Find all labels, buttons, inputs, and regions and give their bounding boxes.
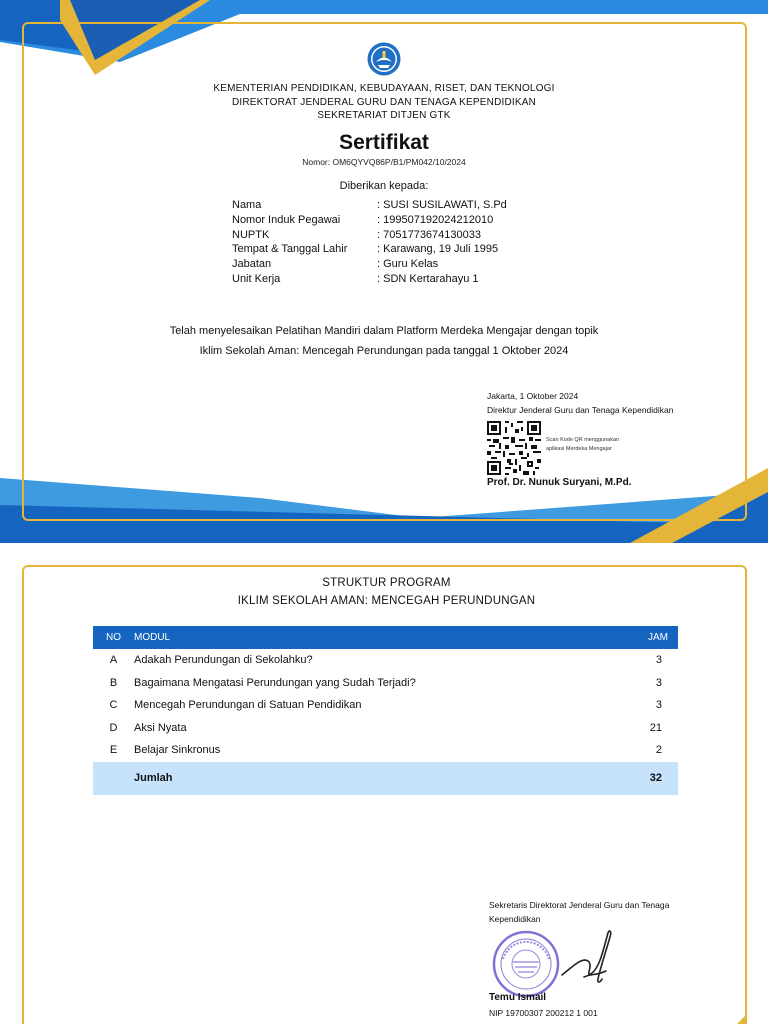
identity-list (232, 198, 507, 287)
identity-label: Tempat & Tanggal Lahir (232, 243, 348, 256)
total-label: Jumlah (134, 762, 618, 795)
module-hours: 3 (655, 654, 662, 667)
identity-row-nip (232, 213, 507, 228)
identity-value: : Guru Kelas (377, 258, 439, 271)
identity-label: NUPTK (232, 228, 270, 241)
module-hours: 3 (655, 699, 662, 712)
signer-role: Direktur Jenderal Guru dan Tenaga Kependidikan (487, 405, 674, 415)
place-date: Jakarta, 1 Oktober 2024 (487, 391, 579, 401)
identity-row-nuptk (232, 228, 507, 243)
secretary-role-line: Kependidikan (489, 914, 541, 924)
bottom-corner-accent (714, 1007, 747, 1024)
identity-row-unit (232, 272, 507, 287)
official-stamp-icon (491, 929, 561, 999)
module-hours: 21 (649, 721, 662, 734)
module-no: A (109, 654, 118, 667)
program-heading: STRUKTUR PROGRAM (322, 577, 451, 589)
qr-instruction-line: aplikasi Merdeka Mengajar (546, 446, 612, 452)
module-no: D (109, 721, 118, 734)
identity-label: Nomor Induk Pegawai (232, 213, 341, 226)
signer-name: Prof. Dr. Nunuk Suryani, M.Pd. (487, 477, 632, 488)
program-topic: IKLIM SEKOLAH AMAN: MENCEGAH PERUNDUNGAN (237, 595, 536, 607)
module-hours: 2 (655, 744, 662, 757)
total-hours: 32 (618, 762, 678, 795)
program-structure-page (22, 565, 747, 1024)
secretariat-name: SEKRETARIAT DITJEN GTK (317, 110, 451, 121)
module-name: Aksi Nyata (134, 721, 187, 734)
signature-block (487, 389, 674, 417)
directorate-name: DIREKTORAT JENDERAL GURU DAN TENAGA KEPENDIDIKAN (231, 97, 537, 108)
qr-instruction-line: Scan Kode QR menggunakan (546, 437, 620, 443)
secretary-name: Temu Ismail (489, 992, 547, 1003)
module-hours: 3 (655, 676, 662, 689)
identity-value: : SDN Kertarahayu 1 (377, 272, 479, 285)
table-row (93, 649, 678, 672)
tut-wuri-handayani-logo (367, 42, 401, 76)
table-row (93, 739, 678, 762)
identity-row-position (232, 257, 507, 272)
certificate-title: Sertifikat (339, 131, 429, 154)
module-no: B (109, 676, 118, 689)
module-no: C (109, 699, 118, 712)
total-no (93, 762, 134, 795)
module-table (93, 626, 678, 795)
column-header-hours: JAM (618, 626, 678, 649)
handwritten-signature (554, 927, 624, 987)
certificate-number: Nomor: OM6QYVQ86P/B1/PM042/10/2024 (302, 157, 466, 167)
qr-code-icon[interactable] (487, 421, 541, 475)
table-row (93, 672, 678, 695)
module-name: Belajar Sinkronus (134, 744, 221, 757)
identity-row-name (232, 198, 507, 213)
module-name: Mencegah Perundungan di Satuan Pendidikan (134, 699, 362, 712)
module-name: Adakah Perundungan di Sekolahku? (134, 654, 313, 667)
module-name: Bagaimana Mengatasi Perundungan yang Sudah Terjadi? (134, 676, 416, 689)
column-header-no: NO (93, 626, 134, 649)
secretary-nip: NIP 19700307 200212 1 001 (489, 1008, 598, 1018)
table-header-row (93, 626, 678, 649)
column-header-module: MODUL (134, 626, 618, 649)
identity-value: : 199507192024212010 (377, 213, 494, 226)
ministry-name: KEMENTERIAN PENDIDIKAN, KEBUDAYAAN, RISET, DAN TEKNOLOGI (213, 83, 555, 94)
table-total-row (93, 762, 678, 795)
identity-value: : Karawang, 19 Juli 1995 (377, 243, 499, 256)
table-row (93, 694, 678, 717)
identity-label: Nama (232, 199, 262, 211)
completion-statement-line-2: Iklim Sekolah Aman: Mencegah Perundungan pada tanggal 1 Oktober 2024 (199, 345, 569, 357)
identity-label: Unit Kerja (232, 272, 281, 285)
completion-statement-line-1: Telah menyelesaikan Pelatihan Mandiri dalam Platform Merdeka Mengajar dengan topik (169, 325, 599, 337)
identity-value: : 7051773674130033 (377, 228, 481, 241)
identity-value: : SUSI SUSILAWATI, S.Pd (377, 199, 507, 211)
secretary-role (489, 898, 709, 926)
module-no: E (109, 744, 118, 757)
identity-label: Jabatan (232, 258, 272, 271)
secretary-role-line: Sekretaris Direktorat Jenderal Guru dan Tenaga (489, 900, 670, 910)
table-row (93, 717, 678, 740)
identity-row-birth (232, 242, 507, 257)
qr-instruction (546, 436, 619, 454)
given-to-label: Diberikan kepada: (339, 180, 429, 192)
